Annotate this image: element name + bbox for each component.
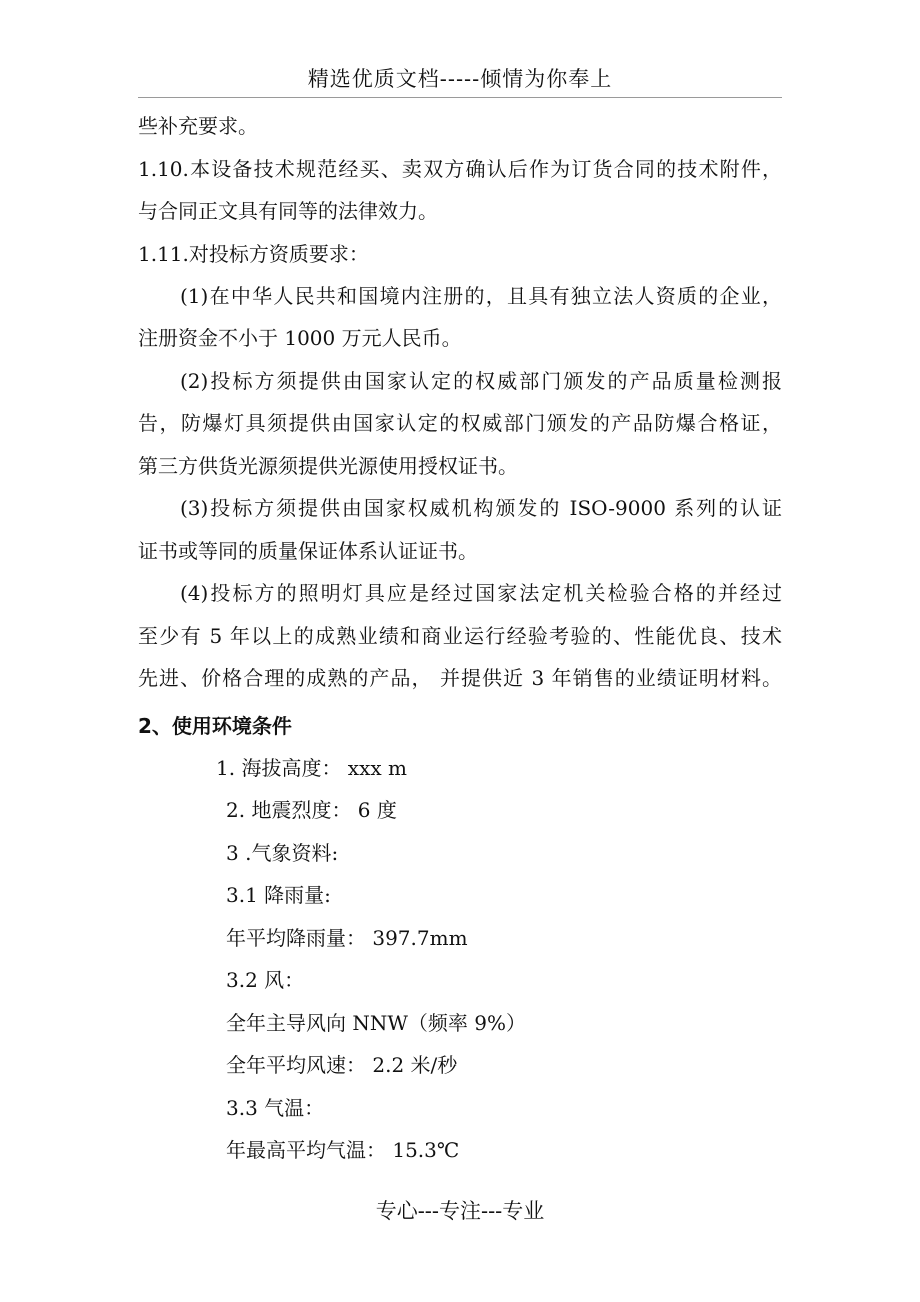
paragraph-line: 证书或等同的质量保证体系认证证书。 <box>138 539 478 563</box>
paragraph-line: (2)投标方须提供由国家认定的权威部门颁发的产品质量检测报 <box>180 369 782 393</box>
paragraph-line: 些补充要求。 <box>138 114 258 138</box>
paragraph-line: 告，防爆灯具须提供由国家认定的权威部门颁发的产品防爆合格证， <box>138 411 782 435</box>
paragraph-line: 先进、价格合理的成熟的产品， 并提供近 3 年销售的业绩证明材料。 <box>138 666 782 690</box>
list-item: 全年平均风速： 2.2 米/秒 <box>226 1053 458 1077</box>
list-item: 全年主导风向 NNW（频率 9%） <box>226 1011 526 1035</box>
paragraph-line: (1)在中华人民共和国境内注册的，且具有独立法人资质的企业， <box>180 284 782 308</box>
list-item: 年最高平均气温： 15.3℃ <box>226 1138 460 1162</box>
header-divider <box>138 97 782 98</box>
list-item: 3 .气象资料: <box>226 841 339 865</box>
page-header: 精选优质文档-----倾情为你奉上 <box>307 67 613 91</box>
list-item: 3.2 风： <box>226 968 305 992</box>
paragraph-line: 1.10.本设备技术规范经买、卖双方确认后作为订货合同的技术附件， <box>138 157 782 181</box>
section-heading: 2、使用环境条件 <box>138 714 292 738</box>
paragraph-line: 与合同正文具有同等的法律效力。 <box>138 199 438 223</box>
list-item: 3.1 降雨量: <box>226 883 331 907</box>
paragraph-line: (3)投标方须提供由国家权威机构颁发的 ISO-9000 系列的认证 <box>180 496 782 520</box>
paragraph-line: (4)投标方的照明灯具应是经过国家法定机关检验合格的并经过 <box>180 581 782 605</box>
paragraph-line: 注册资金不小于 1000 万元人民币。 <box>138 326 462 350</box>
list-item: 2. 地震烈度： 6 度 <box>226 798 397 822</box>
page-footer: 专心---专注---专业 <box>375 1199 545 1223</box>
paragraph-line: 第三方供货光源须提供光源使用授权证书。 <box>138 454 518 478</box>
list-item: 1. 海拔高度： xxx m <box>216 756 407 780</box>
list-item: 年平均降雨量： 397.7mm <box>226 926 468 950</box>
paragraph-line: 至少有 5 年以上的成熟业绩和商业运行经验考验的、性能优良、技术 <box>138 624 782 648</box>
paragraph-line: 1.11.对投标方资质要求： <box>138 242 369 266</box>
list-item: 3.3 气温： <box>226 1096 325 1120</box>
